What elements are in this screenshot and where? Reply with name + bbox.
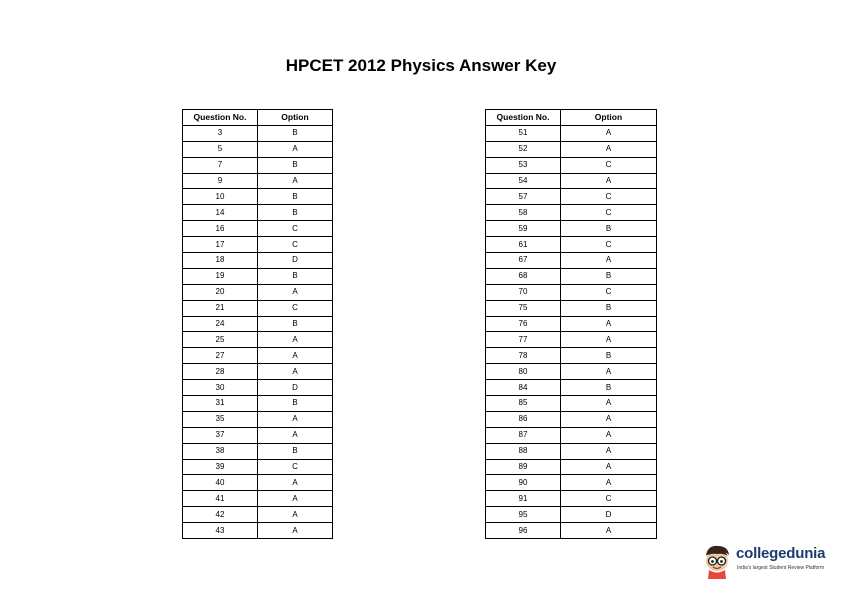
table-row xyxy=(183,300,333,316)
table-row xyxy=(486,459,657,475)
question-number-cell: 35 xyxy=(183,411,258,427)
option-cell: B xyxy=(258,268,333,284)
table-row xyxy=(183,284,333,300)
page-title: HPCET 2012 Physics Answer Key xyxy=(285,56,557,75)
question-number-cell: 3 xyxy=(183,125,258,141)
table-row xyxy=(183,268,333,284)
table-row xyxy=(183,332,333,348)
table-row xyxy=(183,253,333,269)
table-row xyxy=(486,268,657,284)
table-row xyxy=(486,443,657,459)
option-cell: C xyxy=(258,300,333,316)
brand-tagline: India's largest Student Review Platform xyxy=(737,565,825,571)
question-number-cell: 86 xyxy=(486,411,561,427)
question-number-cell: 37 xyxy=(183,427,258,443)
option-cell: C xyxy=(561,205,657,221)
question-number-cell: 7 xyxy=(183,157,258,173)
question-number-cell: 38 xyxy=(183,443,258,459)
option-cell: D xyxy=(258,253,333,269)
question-no-header: Question No. xyxy=(486,110,561,126)
option-cell: A xyxy=(258,523,333,539)
table-row xyxy=(486,427,657,443)
table-row xyxy=(183,125,333,141)
question-number-cell: 76 xyxy=(486,316,561,332)
question-number-cell: 41 xyxy=(183,491,258,507)
option-cell: A xyxy=(561,316,657,332)
option-cell: B xyxy=(258,316,333,332)
table-row xyxy=(486,507,657,523)
question-number-cell: 96 xyxy=(486,523,561,539)
option-cell: A xyxy=(258,491,333,507)
table-row xyxy=(486,125,657,141)
option-cell: A xyxy=(258,475,333,491)
table-row xyxy=(486,141,657,157)
table-row xyxy=(183,507,333,523)
table-row xyxy=(183,348,333,364)
option-cell: B xyxy=(561,380,657,396)
question-number-cell: 88 xyxy=(486,443,561,459)
question-number-cell: 40 xyxy=(183,475,258,491)
question-number-cell: 68 xyxy=(486,268,561,284)
option-cell: A xyxy=(561,475,657,491)
table-row xyxy=(183,380,333,396)
question-number-cell: 39 xyxy=(183,459,258,475)
table-row xyxy=(183,205,333,221)
table-row xyxy=(486,316,657,332)
option-cell: A xyxy=(561,459,657,475)
table-row xyxy=(486,475,657,491)
option-cell: A xyxy=(258,427,333,443)
option-cell: C xyxy=(561,237,657,253)
table-row xyxy=(486,364,657,380)
table-row xyxy=(183,411,333,427)
table-row xyxy=(486,300,657,316)
question-number-cell: 85 xyxy=(486,396,561,412)
table-row xyxy=(486,348,657,364)
question-number-cell: 75 xyxy=(486,300,561,316)
option-cell: A xyxy=(258,141,333,157)
question-number-cell: 5 xyxy=(183,141,258,157)
option-cell: A xyxy=(561,396,657,412)
question-number-cell: 43 xyxy=(183,523,258,539)
option-cell: B xyxy=(561,221,657,237)
question-number-cell: 87 xyxy=(486,427,561,443)
option-cell: A xyxy=(561,173,657,189)
table-row xyxy=(183,189,333,205)
option-cell: B xyxy=(561,300,657,316)
table-row xyxy=(183,443,333,459)
option-cell: A xyxy=(561,332,657,348)
table-row xyxy=(486,523,657,539)
option-cell: B xyxy=(258,125,333,141)
collegedunia-logo xyxy=(700,543,835,583)
answer-table-left xyxy=(182,109,333,539)
table-row xyxy=(486,411,657,427)
question-number-cell: 19 xyxy=(183,268,258,284)
table-row xyxy=(183,427,333,443)
table-row xyxy=(183,173,333,189)
table-row xyxy=(183,491,333,507)
question-number-cell: 57 xyxy=(486,189,561,205)
option-cell: B xyxy=(561,348,657,364)
table-row xyxy=(486,157,657,173)
table-row xyxy=(183,364,333,380)
question-number-cell: 89 xyxy=(486,459,561,475)
table-header-row xyxy=(486,110,657,126)
table-row xyxy=(486,253,657,269)
question-number-cell: 77 xyxy=(486,332,561,348)
table-row xyxy=(183,316,333,332)
table-row xyxy=(486,284,657,300)
mascot-icon xyxy=(700,543,734,581)
option-cell: A xyxy=(258,332,333,348)
table-row xyxy=(486,189,657,205)
question-number-cell: 53 xyxy=(486,157,561,173)
table-row xyxy=(183,396,333,412)
question-number-cell: 59 xyxy=(486,221,561,237)
table-row xyxy=(183,523,333,539)
question-number-cell: 78 xyxy=(486,348,561,364)
question-number-cell: 52 xyxy=(486,141,561,157)
question-number-cell: 84 xyxy=(486,380,561,396)
option-cell: C xyxy=(561,157,657,173)
question-number-cell: 42 xyxy=(183,507,258,523)
question-number-cell: 10 xyxy=(183,189,258,205)
question-number-cell: 20 xyxy=(183,284,258,300)
question-number-cell: 21 xyxy=(183,300,258,316)
question-number-cell: 58 xyxy=(486,205,561,221)
option-cell: A xyxy=(561,443,657,459)
table-row xyxy=(486,221,657,237)
option-cell: C xyxy=(561,491,657,507)
question-number-cell: 28 xyxy=(183,364,258,380)
option-header: Option xyxy=(258,110,333,126)
table-row xyxy=(183,475,333,491)
table-row xyxy=(486,205,657,221)
table-row xyxy=(183,157,333,173)
table-header-row xyxy=(183,110,333,126)
answer-table-right xyxy=(485,109,657,539)
option-cell: C xyxy=(258,237,333,253)
option-cell: C xyxy=(258,459,333,475)
question-number-cell: 31 xyxy=(183,396,258,412)
question-number-cell: 67 xyxy=(486,253,561,269)
question-number-cell: 25 xyxy=(183,332,258,348)
table-row xyxy=(183,237,333,253)
option-cell: B xyxy=(258,443,333,459)
table-row xyxy=(486,491,657,507)
option-header: Option xyxy=(561,110,657,126)
table-row xyxy=(183,459,333,475)
option-cell: B xyxy=(258,205,333,221)
option-cell: A xyxy=(258,411,333,427)
question-number-cell: 54 xyxy=(486,173,561,189)
option-cell: A xyxy=(561,523,657,539)
table-row xyxy=(486,237,657,253)
option-cell: A xyxy=(258,284,333,300)
option-cell: D xyxy=(561,507,657,523)
option-cell: A xyxy=(258,364,333,380)
question-number-cell: 9 xyxy=(183,173,258,189)
option-cell: C xyxy=(561,189,657,205)
question-number-cell: 17 xyxy=(183,237,258,253)
option-cell: B xyxy=(258,189,333,205)
question-number-cell: 51 xyxy=(486,125,561,141)
option-cell: B xyxy=(561,268,657,284)
question-number-cell: 27 xyxy=(183,348,258,364)
question-number-cell: 18 xyxy=(183,253,258,269)
question-number-cell: 61 xyxy=(486,237,561,253)
option-cell: C xyxy=(258,221,333,237)
brand-name: collegedunia xyxy=(736,545,826,562)
option-cell: A xyxy=(258,348,333,364)
table-row xyxy=(486,332,657,348)
option-cell: A xyxy=(561,427,657,443)
question-number-cell: 91 xyxy=(486,491,561,507)
table-row xyxy=(183,221,333,237)
question-number-cell: 70 xyxy=(486,284,561,300)
question-number-cell: 95 xyxy=(486,507,561,523)
table-row xyxy=(183,141,333,157)
question-number-cell: 16 xyxy=(183,221,258,237)
question-number-cell: 24 xyxy=(183,316,258,332)
option-cell: D xyxy=(258,380,333,396)
option-cell: A xyxy=(561,141,657,157)
option-cell: B xyxy=(258,396,333,412)
option-cell: C xyxy=(561,284,657,300)
option-cell: A xyxy=(561,411,657,427)
question-no-header: Question No. xyxy=(183,110,258,126)
table-row xyxy=(486,173,657,189)
option-cell: B xyxy=(258,157,333,173)
table-row xyxy=(486,380,657,396)
option-cell: A xyxy=(258,507,333,523)
option-cell: A xyxy=(561,253,657,269)
option-cell: A xyxy=(258,173,333,189)
table-row xyxy=(486,396,657,412)
option-cell: A xyxy=(561,364,657,380)
question-number-cell: 80 xyxy=(486,364,561,380)
question-number-cell: 14 xyxy=(183,205,258,221)
question-number-cell: 90 xyxy=(486,475,561,491)
option-cell: A xyxy=(561,125,657,141)
question-number-cell: 30 xyxy=(183,380,258,396)
